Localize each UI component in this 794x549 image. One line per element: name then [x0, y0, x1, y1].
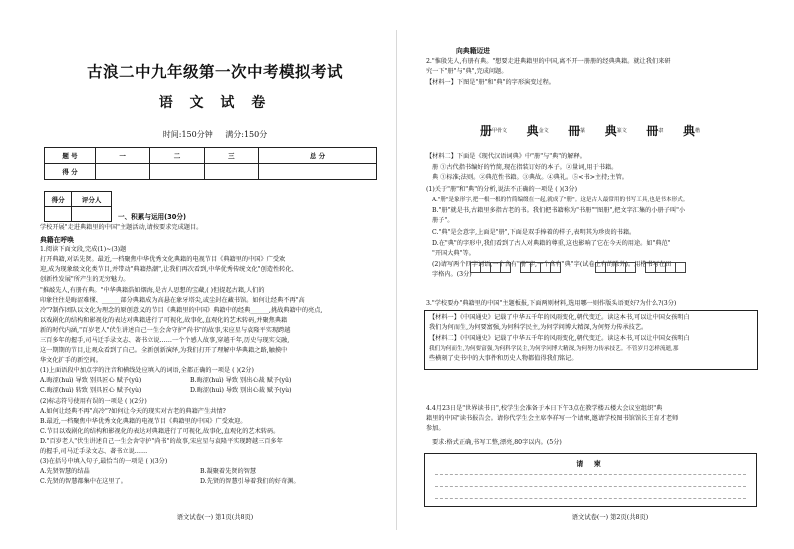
option-line: A.先贤智慧的结晶 [40, 468, 90, 475]
exam-subtitle: 语 文 试 卷 [158, 95, 272, 111]
question-2: 2."惟殷先人,有册有典。"想要走进典籍里的中国,离不开一册册的经典典籍。就让我们来研 [426, 58, 671, 65]
option-line: "开国大典"等。 [432, 250, 475, 257]
option-line: C.先贤的智慧都集中在这里了。 [40, 478, 127, 485]
grader-header-marker: 评分人 [72, 192, 112, 207]
option-line: B.凝聚着先贤的智慧 [200, 468, 257, 475]
option-line: D.先贤的智慧引导着我们的好奇渊。 [200, 478, 300, 485]
score-header-cell: 一 [96, 148, 150, 164]
passage-line: 这一期期的节目,让观众看到了自己。全新创新演绎,为我们打开了理解中华典籍之路,触摸中 [40, 347, 288, 354]
option-line: B.晦涩(huì) 导致 别出心裁 赋予(yǔ) [190, 377, 292, 384]
option-line: C.节目以戏剧化的结构和影视化的表达对典籍进行了可视化,故事化,直观化的艺术转码。 [40, 428, 280, 435]
option-line: B.最近,一档聚焦中华优秀文化典籍的电视节目《典籍里的中国》广受欢迎。 [40, 418, 247, 425]
option-line: A.晦涩(huì) 导致 别具匠心 赋予(yǔ) [40, 377, 142, 384]
passage-line: 创新性发展"所产生的无穷魅力。 [40, 276, 130, 283]
time-score-line [140, 129, 290, 140]
question-1: 1.阅读下面文段,完成(1)~(3)题 [40, 246, 127, 253]
question-3: 3."学校要办"典籍里的中国"主题板报,下面两则材料,选用哪一则作版头语更好?为什么?(3分) [426, 300, 677, 307]
option-line: C.晦涩(huì) 转致 别具匠心 赋予(yù) [40, 387, 142, 394]
grid-gap [635, 262, 645, 273]
score-header-cell: 总 分 [259, 148, 377, 164]
question-2-1: (1)关于"册"和"典"的分析,说法不正确的一项是 ( )(3分) [426, 186, 578, 193]
material-1: 【材料一】下图是"册"和"典"的字形演变过程。 [426, 79, 555, 86]
score-table [44, 147, 377, 180]
score-header-cell: 三 [204, 148, 258, 164]
glyph-regular: 典楷 [682, 124, 700, 138]
grid-cell[interactable] [550, 262, 561, 273]
glyph-seal-script: 典篆文 [604, 124, 627, 138]
score-cell[interactable] [259, 164, 377, 180]
question-4: 4.4月23日是"世界读书日",校学生会准备于本日下午3点在教学楼五楼大会议室组织"典 [426, 405, 663, 412]
option-line: D."百岁老人"伏生讲述自己一生会舍守护"尚书"的故事,宋应星与袁隆平实现跨越三百多年 [40, 438, 283, 445]
definition-line: 典 ①标准;法则。②典范性书籍。③典故。④典礼。⑤<书>主持;主管。 [432, 174, 628, 181]
grid-cell[interactable] [675, 262, 686, 273]
question-4-requirement: 要求:格式正确,书写工整,漂亮,80字以内。(5分) [432, 439, 562, 446]
writing-line [435, 498, 746, 499]
glyph-seal: 冊篆 [568, 124, 586, 138]
writing-grid-dian[interactable] [595, 262, 685, 273]
writing-line [435, 486, 746, 487]
grader-header-score: 得分 [45, 192, 72, 207]
grader-table [44, 191, 112, 222]
question-1-1: (1)上面语段中加点字的注音和横线处应填入的词语,全都正确的一项是 ( )(2分) [40, 367, 254, 374]
score-cell[interactable] [96, 164, 150, 180]
subsection-label: 典籍在呼唤 [40, 236, 74, 244]
question-1-2: (2)标志符号使用有误的一项是 ( )(2分) [40, 398, 147, 405]
materials-box [424, 310, 758, 370]
material-line: 我们为何而生,为何要富强,为何科学民主,为何学问博大精深,为何努力传承技艺。不管岁月怎样流逝,那 [429, 346, 679, 352]
passage-line: "推敲先人,有册有典。"中华典籍浩如烟海,是古人思想的宝藏,( )但提起古籍,人们的 [40, 287, 265, 294]
question-2: 究一下"册"与"典",完成问题。 [426, 68, 508, 75]
grader-cell[interactable] [45, 207, 72, 222]
grader-cell[interactable] [72, 207, 112, 222]
option-line: C."典"是会意字,上面是"册",下面是双手捧着的样子,表明其为珍贵的书籍。 [432, 229, 636, 236]
option-line: D.在"典"的字形中,我们看到了古人对典籍的尊重,这也影响了它在今天的用途。如"典范" [432, 240, 671, 247]
material-2: 【材料二】下面是《现代汉语词典》中"册"与"典"的解释。 [426, 153, 586, 160]
passage-line: 三百多年的握手,司马迁手录文志、著书立说……一个个感人故事,穿越千年,历史与现实交融, [40, 337, 290, 344]
passage-line: 打开典籍,对话先贤。最近,一档聚焦中华优秀文化典籍的电视节目《典籍里的中国》广受欢 [40, 256, 286, 263]
passage-line: 冷"?制作团队以文化为理念的原创意义的节目《典籍里的中国》典籍中的经典______,挑战典籍中的亮点, [40, 307, 323, 314]
grid-gap [510, 262, 520, 273]
writing-line [435, 474, 746, 475]
glyph-clerical: 冊隶 [646, 124, 664, 138]
score-row-label: 得 分 [45, 164, 96, 180]
invitation-writing-box[interactable] [424, 453, 757, 507]
option-line: D.晦涩(huì) 导致 别出心裁 赋予(yù) [190, 387, 292, 394]
page-footer: 语文试卷(一) 第1页(共8页) [176, 514, 254, 521]
score-table-row [45, 164, 377, 180]
section-heading: 一、积累与运用(30分) [118, 213, 186, 221]
invitation-title: 请 柬 [576, 459, 605, 468]
page-footer: 语文试卷(一) 第2页(共8页) [571, 514, 649, 521]
glyph-evolution [480, 119, 700, 143]
score-cell[interactable] [204, 164, 258, 180]
question-2-2: (2)请写两个四字词语,一个含有"册"字,一个含有"典"字(试卷上有的除外)。用楷书写在田 [432, 261, 672, 268]
score-header-cell: 题 号 [45, 148, 96, 164]
intro-text: 学校开展"走进典籍里的中国"主题活动,请按要求完成题目。 [40, 224, 203, 231]
passage-line: 以戏剧化的结构和影视化的表达对典籍进行了可视化,故事化,直观化的艺术转码,并聚焦典籍 [40, 317, 288, 324]
material-line: 【材料二】《中国通史》记载了中华五千年的风雨变化,朝代变迁。读这本书,可以让中国女孩明白 [429, 335, 690, 342]
glyph-oracle: 册甲骨文 [480, 124, 508, 138]
question-4: 参加。 [426, 425, 445, 432]
passage-line: 印象往往是晦涩难懂、______部分典籍成为高悬在象牙塔尖,或尘封在藏书馆。如何让经典不再"高 [40, 297, 305, 304]
option-line: B."册"就是书,古籍里多指古老的书。我们把书籍称为"书册""图册",把文字汇集的小册子叫"小 [432, 207, 686, 214]
option-line: A.如何让经典不再"高冷"?如何让今天的现实对古老的典籍产生共情? [40, 408, 226, 415]
score-cell[interactable] [150, 164, 204, 180]
exam-title: 古浪二中九年级第一次中考模拟考试 [86, 63, 343, 81]
glyph-bronze: 典金文 [526, 124, 549, 138]
material-line: 我们为何而生,为何要富强,为何科学民主,为何学问博大精深,为何努力传承技艺。 [429, 324, 648, 331]
question-1-3: (3)在括号中填入句子,最恰当的一项是 ( )(3分) [40, 458, 168, 465]
time-label: 时间:150分钟 [162, 130, 213, 139]
score-header-cell: 二 [150, 148, 204, 164]
question-4: 籍里的中国"读书报告会。请你代学生会主席李祥写一个请柬,邀请学校图书馆馆长王育才老师 [426, 415, 679, 422]
writing-grid-ce[interactable] [470, 262, 560, 273]
material-line: 些横刻了史书中的大事件和历史人物都值得我们铭记。 [429, 355, 578, 362]
score-table-header-row [45, 148, 377, 164]
subsection-label: 向典籍迈进 [456, 47, 490, 55]
option-line: A."册"是象形字,把一根一根的竹简编缀在一起,就成了"册"。这是古人最常用的书写工具,也是书本形式。 [432, 197, 689, 203]
passage-line: 迎,成为现象级文化类节目,并带动"典籍热潮",让我们再次看到,中华优秀传统文化"创造性转化、 [40, 266, 298, 273]
passage-line: 华文化扩手的新空间。 [40, 357, 102, 364]
option-line: 册子"。 [432, 217, 454, 224]
material-line: 【材料一】《中国通史》记载了中华五千年的风雨变化,朝代变迁。读这本书,可以让中国女孩明白 [429, 314, 690, 321]
passage-line: 新的时代内涵,"百岁老人"伏生讲述自己一生会舍守护"尚书"的故事,宋应星与袁隆平实现跨越 [40, 327, 291, 334]
question-2-2: 字格内。(3分) [432, 271, 472, 278]
option-line: 的握手,司马迁手录文志、著书立说…… [40, 448, 148, 455]
score-label: 满分:150分 [225, 130, 268, 139]
definition-line: 册 ①古代指书编好的竹简,现在指装订好的本子。②量词,用于书籍。 [432, 164, 618, 171]
